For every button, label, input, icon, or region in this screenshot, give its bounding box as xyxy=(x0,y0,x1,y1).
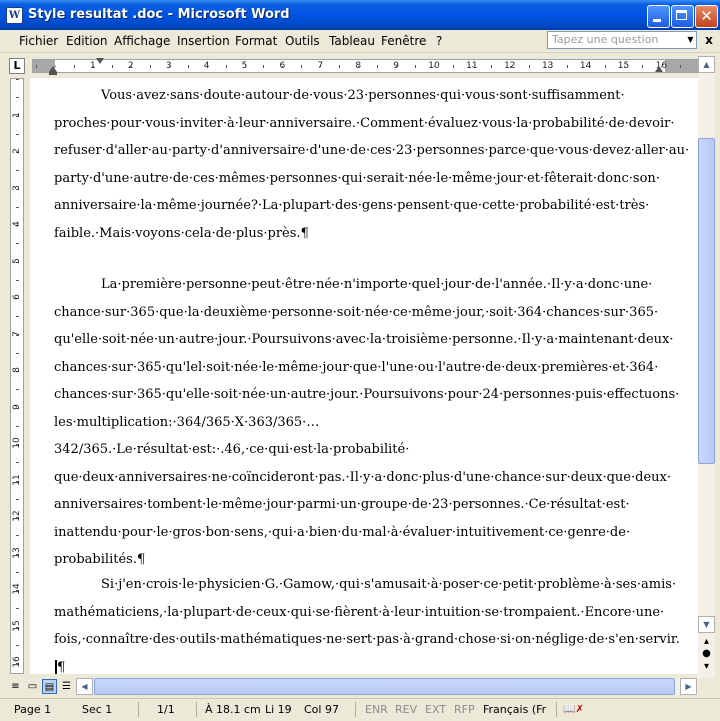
ruler-label: 4 xyxy=(12,221,22,227)
vertical-ruler[interactable] xyxy=(10,78,24,674)
status-separator xyxy=(556,702,557,717)
status-position: À 18.1 cm xyxy=(205,703,261,716)
horizontal-scrollbar[interactable] xyxy=(76,678,698,695)
ruler-tick xyxy=(301,65,302,68)
ruler-tick xyxy=(16,243,19,244)
ruler-label: 9 xyxy=(393,61,399,71)
ruler-tick xyxy=(150,65,151,68)
minimize-button[interactable] xyxy=(647,5,670,28)
close-button[interactable] xyxy=(695,5,718,28)
maximize-icon xyxy=(676,10,687,20)
tab-selector-button[interactable]: L xyxy=(9,58,25,74)
ruler-tick xyxy=(16,134,19,135)
scroll-right-button[interactable]: ▶ xyxy=(680,678,697,695)
ruler-label: 13 xyxy=(541,61,554,71)
ruler-tick xyxy=(16,499,19,500)
next-page-icon[interactable]: ▾ xyxy=(703,661,710,672)
ruler-tick xyxy=(529,65,530,68)
status-separator xyxy=(196,702,197,717)
ruler-label: 15 xyxy=(617,61,630,71)
print-layout-icon[interactable]: ▤ xyxy=(42,679,57,694)
ruler-label: 6 xyxy=(279,61,286,71)
ruler-label: 7 xyxy=(12,330,22,337)
minimize-icon xyxy=(653,19,661,22)
ruler-tick xyxy=(16,97,19,98)
horizontal-scroll-area xyxy=(0,678,720,696)
menu-fenetre[interactable]: Fenêtre xyxy=(381,34,427,48)
ruler-tick xyxy=(453,65,454,68)
scroll-left-button[interactable]: ◀ xyxy=(76,678,93,695)
paragraph-3-text: Si·j'en·crois·le·physicien·G.·Gamow,·qui·s'amusait·à·poser·ce·petit·problème·à·ses·amis· mathématiciens,·la·plupart·de·ceux·qui·se·fièrent·à·leur·intuition·se·trompaient.·Encore·une· fois,·connaître·des·outils·mathématiques·ne·sert·pas·à·grand·chose·si·on·néglige·de·s'en·servir. xyxy=(54,577,680,647)
ruler-tick xyxy=(16,462,19,463)
window-title: Style resultat .doc - Microsoft Word xyxy=(28,7,290,22)
ruler-tick xyxy=(491,65,492,68)
ruler-tick xyxy=(680,65,681,68)
ruler-tick xyxy=(16,572,19,573)
question-input[interactable]: Tapez une question xyxy=(547,31,697,49)
ruler-label: 7 xyxy=(317,61,324,71)
status-extend[interactable]: EXT xyxy=(425,703,447,716)
ruler-label: 14 xyxy=(12,583,22,595)
menu-format[interactable]: Format xyxy=(235,34,278,48)
scroll-down-button[interactable]: ▼ xyxy=(698,616,715,633)
status-page: Page 1 xyxy=(14,703,52,716)
ruler-tick xyxy=(339,65,340,68)
ruler-label: 6 xyxy=(12,294,22,300)
paragraph-2[interactable] xyxy=(54,271,680,574)
status-record[interactable]: ENR xyxy=(365,703,388,716)
ruler-label: 3 xyxy=(165,61,172,71)
title-bar xyxy=(0,0,720,30)
status-pages: 1/1 xyxy=(157,703,175,716)
ruler-tick xyxy=(16,426,19,427)
horizontal-scroll-thumb[interactable] xyxy=(94,678,675,695)
ruler-label: 3 xyxy=(12,184,22,191)
ruler-tick xyxy=(226,65,227,68)
ruler-label: 10 xyxy=(12,437,22,449)
status-separator xyxy=(138,702,139,717)
right-indent-marker[interactable] xyxy=(655,66,663,72)
spelling-check-icon[interactable]: 📖✗ xyxy=(563,704,584,715)
web-layout-icon[interactable]: ▭ xyxy=(27,681,38,692)
ruler-tick xyxy=(16,535,19,536)
browse-object-icon[interactable]: ● xyxy=(702,648,711,659)
menu-insertion[interactable]: Insertion xyxy=(177,34,230,48)
ruler-tick xyxy=(263,65,264,68)
ruler-label: 1 xyxy=(12,111,22,118)
ruler-tick xyxy=(74,65,75,68)
ruler-label: 8 xyxy=(355,61,362,71)
ruler-tick xyxy=(16,170,19,171)
ruler-right-margin xyxy=(665,60,699,72)
ruler-tick xyxy=(16,79,19,80)
previous-page-icon[interactable]: ▴ xyxy=(703,636,710,647)
ruler-tick xyxy=(642,65,643,68)
status-line: Li 19 xyxy=(265,703,292,716)
ruler-label: 13 xyxy=(12,546,22,559)
paragraph-2-text: La·première·personne·peut·être·née·n'importe·quel·jour·de·l'année.·Il·y·a·donc·une· chance·sur·365·que·la·deuxième·personne·soit·née·ce·même·jour,·soit·364·chances·sur·365· qu'elle·soit·née·un·autre·jour.·Poursuivons·avec·la·troisième·personne.·Il·y·a·maintenant·deux· chances·sur·365·qu'lel·soit·née·le·même·jour·que·l'une·ou·l'autre·de·deux·premières·et·364· chances·sur·365·qu'elle·soit·née·un·autre·jour.·Poursuivons·pour·24·personnes·puis·effectuons· les·multiplication:·364/365·X·363/365·…342/365.·Le·résultat·est:·.46,·ce·qui·est·la·probabilité· que·deux·anniversaires·ne·coïncideront·pas.·Il·y·a·donc·plus·d'une·chance·sur·deux·que·deux· anniversaires·tombent·le·même·jour·parmi·un·groupe·de·23·personnes.·Ce·résultat·est· inattendu·pour·le·gros·bon·sens,·qui·a·bien·du·mal·à·évaluer·intuitivement·ce·genre·de· probabilités. xyxy=(54,277,680,567)
ruler-tick xyxy=(36,65,37,68)
ruler-tick xyxy=(16,389,19,390)
ruler-label: 9 xyxy=(12,403,22,410)
ruler-label: 4 xyxy=(203,61,210,71)
ruler-label: 12 xyxy=(12,510,22,522)
menu-affichage[interactable]: Affichage xyxy=(114,34,171,48)
menu-edition[interactable]: Edition xyxy=(66,34,108,48)
ruler-tick xyxy=(16,608,19,609)
ruler-tick xyxy=(377,65,378,68)
status-section: Sec 1 xyxy=(82,703,113,716)
pilcrow-mark: ¶ xyxy=(300,225,309,241)
ruler-label: 11 xyxy=(466,61,478,71)
ruler-label: 11 xyxy=(12,473,22,486)
ruler-label: 2 xyxy=(12,148,22,154)
horizontal-ruler-area xyxy=(0,56,720,76)
ruler-tick xyxy=(605,65,606,68)
ruler-label: 2 xyxy=(127,61,134,71)
normal-view-icon[interactable]: ≡ xyxy=(11,681,20,692)
ruler-tick xyxy=(567,65,568,68)
ruler-label: 16 xyxy=(12,656,22,668)
ruler-tick xyxy=(16,353,19,354)
vertical-scrollbar[interactable] xyxy=(698,56,715,678)
ruler-tick xyxy=(415,65,416,68)
pilcrow-mark: ¶ xyxy=(136,552,146,567)
ruler-label: 12 xyxy=(504,61,516,71)
chevron-down-icon[interactable]: ▼ xyxy=(687,35,694,44)
ruler-tick xyxy=(112,65,113,68)
ruler-label: 1 xyxy=(90,61,96,71)
menu-fichier[interactable]: Fichier xyxy=(19,34,59,48)
document-close-button[interactable]: x xyxy=(705,33,713,47)
paragraph-1-text: Vous·avez·sans·doute·autour·de·vous·23·personnes·qui·vous·sont·suffisamment· proches·pour·vous·inviter·à·leur·anniversaire.·Comment·évaluez·vous·la·probabilité·de·devoir· refuser·d'aller·au·party·d'anniversaire·d'une·de·ces·23·personnes·parce·que·vous·devez·aller·au· party·d'une·autre·de·ces·mêmes·personnes·qui·serait·née·le·même·jour·et·fêterait·donc·son· anniversaire·la·même·journée?·La·plupart·des·gens·pensent·que·cette·probabilité·est·très· faible.·Mais·voyons·cela·de·plus·près. xyxy=(54,88,690,241)
maximize-button[interactable] xyxy=(671,5,694,28)
menu-tableau[interactable]: Tableau xyxy=(329,34,375,48)
menu-outils[interactable]: Outils xyxy=(285,34,320,48)
document-page[interactable] xyxy=(30,78,698,674)
word-document-icon[interactable]: W xyxy=(6,7,23,24)
status-overtype[interactable]: RFP xyxy=(454,703,475,716)
vertical-scroll-thumb[interactable] xyxy=(698,138,715,464)
status-separator xyxy=(355,702,356,717)
ruler-label: 14 xyxy=(579,61,592,71)
ruler-label: 5 xyxy=(241,61,248,71)
paragraph-3[interactable] xyxy=(54,571,680,674)
pilcrow-mark: ¶ xyxy=(57,659,66,674)
outline-view-icon[interactable]: ☰ xyxy=(62,681,71,692)
ruler-label: 16 xyxy=(655,61,668,71)
status-bar xyxy=(0,698,720,721)
status-language[interactable]: Français (Fr xyxy=(483,703,547,716)
ruler-tick xyxy=(16,316,19,317)
menu-help[interactable]: ? xyxy=(436,34,443,48)
ruler-tick xyxy=(188,65,189,68)
horizontal-ruler[interactable] xyxy=(32,59,700,73)
ruler-label: 10 xyxy=(428,61,440,71)
ruler-tick xyxy=(16,280,19,281)
ruler-label: 8 xyxy=(12,367,22,373)
first-line-indent-marker[interactable] xyxy=(96,58,104,64)
ruler-tick xyxy=(16,207,19,208)
scroll-up-button[interactable]: ▲ xyxy=(698,56,715,73)
ruler-label: 5 xyxy=(12,257,22,264)
left-indent-marker[interactable] xyxy=(49,72,57,75)
status-column: Col 97 xyxy=(304,703,339,716)
status-revisions[interactable]: REV xyxy=(395,703,418,716)
close-icon: ✕ xyxy=(700,7,713,25)
paragraph-1[interactable] xyxy=(54,82,690,247)
ruler-label: 15 xyxy=(12,619,22,632)
ruler-tick xyxy=(16,645,19,646)
